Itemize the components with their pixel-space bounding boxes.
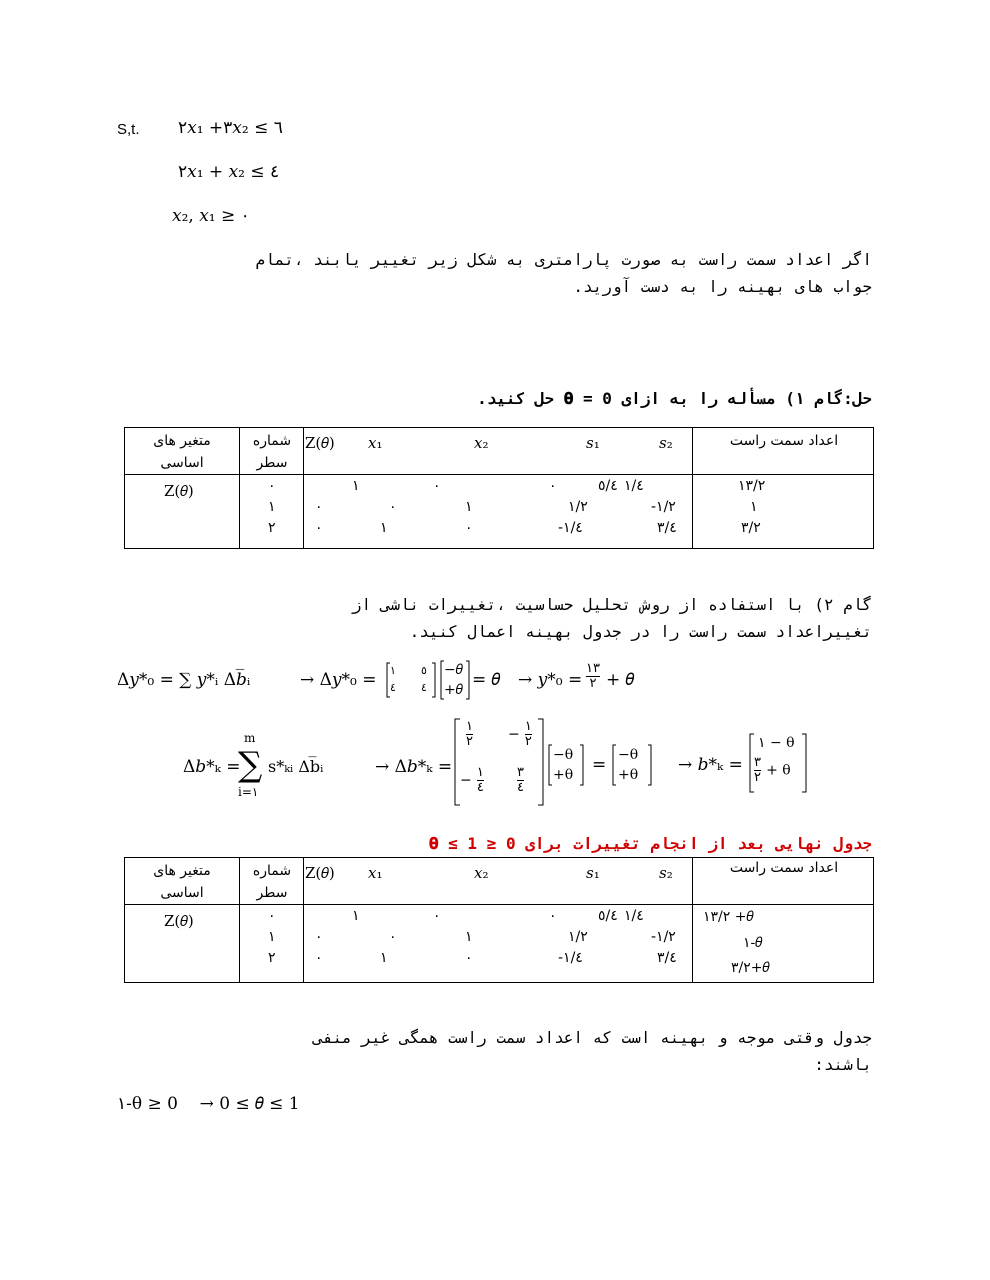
formula1-fraction: $\frac{۱۳}{۲}$ <box>586 661 600 691</box>
cell-x1: ۱ <box>380 520 388 536</box>
header-row-number: شماره سطر <box>252 433 292 471</box>
cell-z: ۰ <box>315 929 323 945</box>
cell-x2: ۰ <box>549 478 557 494</box>
row-number: ۰ <box>268 478 276 494</box>
cell-rhs: ۳/۲ <box>741 520 761 536</box>
header-row-number: شماره سطر <box>252 863 292 901</box>
step1-heading: حل:گام ۱) مسأله را به ازای 𝛉 = 0 حل کنید. <box>477 389 872 408</box>
cell-x1: ۰ <box>389 929 397 945</box>
row-number: ۲ <box>268 950 276 966</box>
basic-var-z: Z(𝜃) <box>164 482 194 500</box>
header-x1: 𝑥₁ <box>368 864 383 882</box>
cell-x2: ۰ <box>465 950 473 966</box>
constraint-1: ۲𝑥₁ +۳𝑥₂ ≤ ٦ <box>178 118 283 138</box>
header-basic-vars: متغیر های اساسی <box>153 863 211 901</box>
header-s2: 𝑠₂ <box>659 434 673 452</box>
sigma-icon: ∑ <box>238 745 263 785</box>
header-x2: 𝑥₂ <box>474 434 489 452</box>
formula1-m12: ٥ ٤ <box>421 664 427 694</box>
cell-s2: ۳/٤ <box>657 950 677 966</box>
cell-rhs: ۱ <box>750 499 758 515</box>
formula2-b2: $\frac{۳}{۲}$ + θ <box>754 755 791 785</box>
row-number: ۱ <box>268 929 276 945</box>
formula2-arrow-2: → 𝑏*ₖ = <box>678 755 743 775</box>
table-2-divider <box>303 857 304 983</box>
table-1-divider <box>239 427 240 549</box>
table-2-header-divider <box>124 904 874 905</box>
formula2-arrow: → Δ𝑏*ₖ = <box>375 757 453 777</box>
formula2-sum-body: s*ₖᵢ Δb̅ᵢ <box>268 757 324 776</box>
formula2-sum-top: m <box>244 731 256 745</box>
st-label: S,t. <box>117 121 140 138</box>
cell-x1: ۰ <box>433 478 441 494</box>
formula2-eq: = <box>592 755 607 775</box>
basic-var-z: Z(𝜃) <box>164 912 194 930</box>
header-basic-vars: متغیر های اساسی <box>153 433 211 471</box>
cell-s2: ٥/٤ <box>598 478 618 494</box>
formula1-plus-theta: + 𝜃 <box>606 670 635 690</box>
row-number: ۲ <box>268 520 276 536</box>
formula1-vector: −𝜃 +𝜃 <box>444 662 463 698</box>
cell-s1: -۱/٤ <box>558 520 583 536</box>
formula1-eq-theta: = 𝜃 <box>472 670 501 690</box>
cell-s1: ۱/٤ <box>624 908 644 924</box>
cell-x1: ۰ <box>389 499 397 515</box>
cell-s1: ۱/٤ <box>624 478 644 494</box>
formula2-m11: $\frac{۱}{۲}$ <box>466 719 473 749</box>
final-table-title: جدول نهایی بعد از انجام تغییرات برای 0 ≤ 𝛉 ≤ 1 <box>428 834 872 853</box>
header-z: Z(𝜃) <box>305 434 335 452</box>
cell-x2: ۰ <box>465 520 473 536</box>
cell-s2: ٥/٤ <box>598 908 618 924</box>
table-1-divider <box>303 427 304 549</box>
header-x2: 𝑥₂ <box>474 864 489 882</box>
cell-x2: ۱ <box>465 929 473 945</box>
header-rhs: اعداد سمت راست <box>729 433 839 449</box>
cell-z: ۱ <box>352 908 360 924</box>
formula1-lhs: Δ𝑦*₀ = ∑ 𝑦*ᵢ Δ𝑏̅ᵢ <box>117 670 251 690</box>
formula1-m11: ۱ ٤ <box>390 664 396 694</box>
header-rhs: اعداد سمت راست <box>729 860 839 876</box>
header-x1: 𝑥₁ <box>368 434 383 452</box>
cell-rhs: ۱۳/۲ +𝜃 <box>703 909 754 925</box>
formula2-vector: −θ +θ <box>553 747 574 783</box>
step2-line-1: گام ۲) با استفاده از روش تحلیل حساسیت ،تغییرات ناشی از <box>351 595 872 614</box>
table-1-divider <box>692 427 693 549</box>
cell-z: ۰ <box>315 499 323 515</box>
cell-s2: -۱/۲ <box>651 929 676 945</box>
header-z: Z(𝜃) <box>305 864 335 882</box>
row-number: ۱ <box>268 499 276 515</box>
table-2-divider <box>692 857 693 983</box>
formula2-m21: − $\frac{۱}{٤}$ <box>460 765 484 795</box>
conclusion-line-2: باشند: <box>814 1055 872 1074</box>
cell-x1: ۱ <box>380 950 388 966</box>
formula2-m22: $\frac{۳}{٤}$ <box>517 765 524 795</box>
header-s1: 𝑠₁ <box>586 864 600 882</box>
formula2-b1: ۱ − θ <box>758 735 795 751</box>
cell-s2: -۱/۲ <box>651 499 676 515</box>
cell-s1: -۱/٤ <box>558 950 583 966</box>
final-inequality: ۱-θ ≥ 0 → 0 ≤ 𝜃 ≤ 1 <box>117 1094 300 1114</box>
cell-rhs: ۳/۲+𝜃 <box>731 960 770 976</box>
formula2-result: −θ +θ <box>618 747 639 783</box>
header-s1: 𝑠₁ <box>586 434 600 452</box>
row-number: ۰ <box>268 908 276 924</box>
header-s2: 𝑠₂ <box>659 864 673 882</box>
formula1-arrow-2: → 𝑦*₀ = <box>518 670 583 690</box>
cell-z: ۰ <box>315 520 323 536</box>
constraint-2: ۲𝑥₁ + 𝑥₂ ≤ ٤ <box>178 162 280 182</box>
formula2-lhs: Δ𝑏*ₖ = <box>183 757 241 777</box>
cell-s1: ۱/۲ <box>568 499 588 515</box>
intro-line-1: اگر اعداد سمت راست به صورت پارامتری به شکل زیر تغییر یابند ،تمام <box>255 250 872 269</box>
cell-x2: ۱ <box>465 499 473 515</box>
conclusion-line-1: جدول وقتی موجه و بهینه است که اعداد سمت راست همگی غیر منفی <box>313 1028 872 1047</box>
cell-s2: ۳/٤ <box>657 520 677 536</box>
formula1-arrow: → Δ𝑦*₀ = <box>300 670 377 690</box>
cell-x1: ۰ <box>433 908 441 924</box>
formula2-m12: − $\frac{۱}{۲}$ <box>508 719 532 749</box>
cell-z: ۱ <box>352 478 360 494</box>
step2-line-2: تغییراعداد سمت راست را در جدول بهینه اعمال کنید. <box>409 622 872 641</box>
constraint-nonneg: 𝑥₂, 𝑥₁ ≥ ۰ <box>172 206 250 226</box>
cell-x2: ۰ <box>549 908 557 924</box>
table-2-divider <box>239 857 240 983</box>
formula2-sum-bottom: i=۱ <box>238 785 259 799</box>
cell-rhs: ۱۳/۲ <box>738 478 766 494</box>
cell-s1: ۱/۲ <box>568 929 588 945</box>
cell-z: ۰ <box>315 950 323 966</box>
table-1-header-divider <box>124 474 874 475</box>
cell-rhs: ۱-𝜃 <box>743 935 763 951</box>
intro-line-2: جواب های بهینه را به دست آورید. <box>573 277 872 296</box>
